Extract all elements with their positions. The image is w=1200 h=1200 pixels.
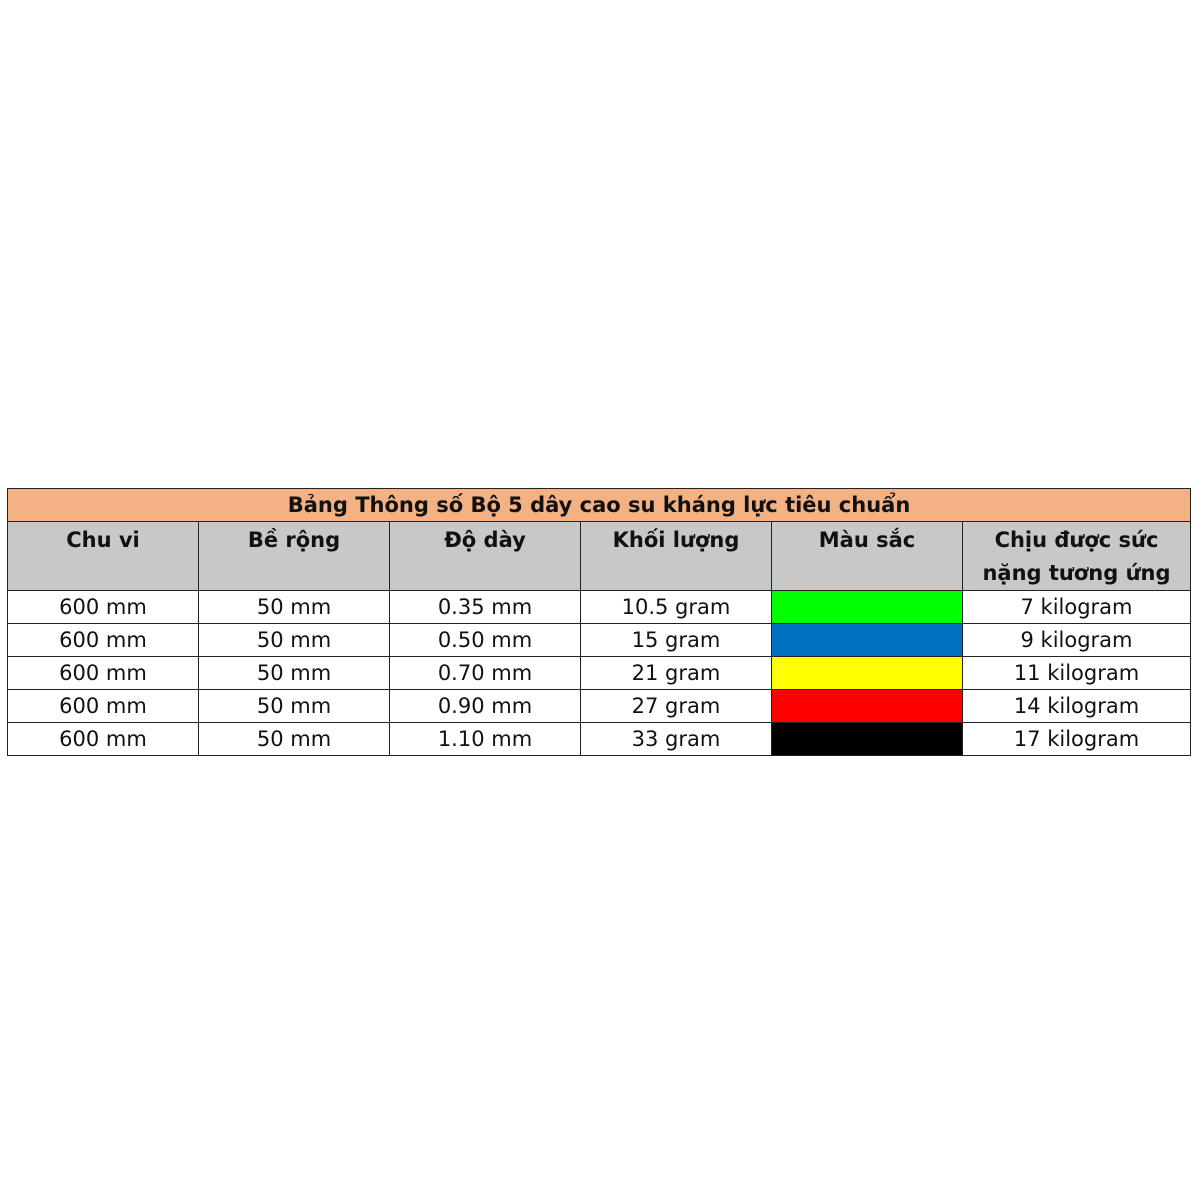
header-label: Bề rộng [247,528,341,552]
header-label: Độ dày [444,528,526,552]
header-suc-nang [963,522,1191,591]
cell-suc-nang: 14 kilogram [963,690,1191,723]
table-row [8,624,1191,657]
cell-suc-nang: 9 kilogram [963,624,1191,657]
table-row [8,690,1191,723]
cell-chu-vi: 600 mm [8,657,199,690]
cell-suc-nang: 17 kilogram [963,723,1191,756]
header-label: Khối lượng [612,528,740,552]
cell-be-rong: 50 mm [199,723,390,756]
cell-do-day: 0.70 mm [390,657,581,690]
color-swatch [772,657,963,690]
header-row [8,522,1191,591]
cell-chu-vi: 600 mm [8,591,199,624]
spec-table [7,488,1191,756]
header-label: Màu sắc [818,528,916,552]
header-mau-sac [772,522,963,591]
cell-chu-vi: 600 mm [8,723,199,756]
table-row [8,591,1191,624]
cell-chu-vi: 600 mm [8,624,199,657]
cell-khoi-luong: 15 gram [581,624,772,657]
cell-be-rong: 50 mm [199,624,390,657]
table-row [8,723,1191,756]
cell-be-rong: 50 mm [199,657,390,690]
cell-do-day: 0.90 mm [390,690,581,723]
header-do-day [390,522,581,591]
cell-do-day: 1.10 mm [390,723,581,756]
cell-be-rong: 50 mm [199,690,390,723]
table-row [8,657,1191,690]
color-swatch [772,624,963,657]
table-title: Bảng Thông số Bộ 5 dây cao su kháng lực tiêu chuẩn [8,489,1191,522]
cell-suc-nang: 7 kilogram [963,591,1191,624]
cell-be-rong: 50 mm [199,591,390,624]
cell-khoi-luong: 10.5 gram [581,591,772,624]
title-row [8,489,1191,522]
cell-khoi-luong: 33 gram [581,723,772,756]
cell-khoi-luong: 27 gram [581,690,772,723]
header-chu-vi [8,522,199,591]
header-khoi-luong [581,522,772,591]
cell-chu-vi: 600 mm [8,690,199,723]
header-be-rong [199,522,390,591]
header-label: Chịu được sức nặng tương ứng [982,528,1171,585]
color-swatch [772,591,963,624]
cell-do-day: 0.50 mm [390,624,581,657]
cell-khoi-luong: 21 gram [581,657,772,690]
color-swatch [772,723,963,756]
header-label: Chu vi [66,528,140,552]
color-swatch [772,690,963,723]
cell-suc-nang: 11 kilogram [963,657,1191,690]
cell-do-day: 0.35 mm [390,591,581,624]
